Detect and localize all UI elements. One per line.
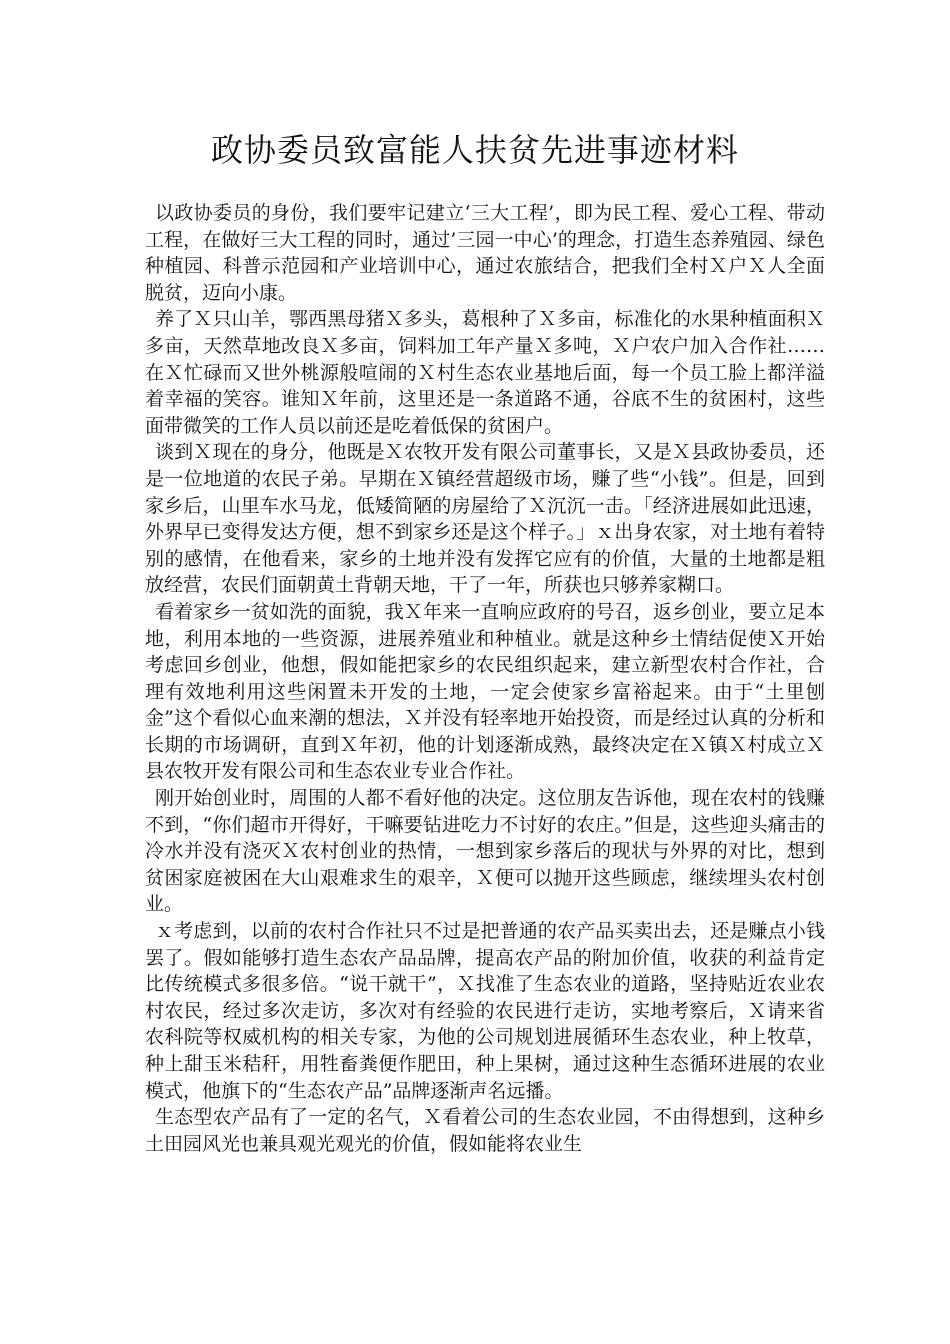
paragraph: 谈到Ｘ现在的身分，他既是Ｘ农牧开发有限公司董事长，又是Ｘ县政协委员，还是一位地道的农民子弟。早期在Ｘ镇经营超级市场，赚了些“小钱”。但是，回到家乡后，山里车水马龙，低矮简陋的房屋给了Ｘ沉沉一击。「经济进展如此迅速，外界早已变得发达方便，想不到家乡还是这个样子。」ｘ出身农家，对土地有着特别的感情，在他看来，家乡的土地并没有发挥它应有的价值，大量的土地都是粗放经营，农民们面朝黄土背朝天地，干了一年，所获也只够养家糊口。 xyxy=(145,441,825,597)
paragraph: 生态型农产品有了一定的名气，Ｘ看着公司的生态农业园，不由得想到，这种乡土田园风光也兼具观光观光的价值，假如能将农业生 xyxy=(145,1106,825,1155)
paragraph: ｘ考虑到，以前的农村合作社只不过是把普通的农产品买卖出去，还是赚点小钱罢了。假如能够打造生态农产品品牌，提高农产品的附加价值，收获的利益肯定比传统模式多很多倍。“说干就干”，Ｘ找准了生态农业的道路，坚持贴近农业农村农民，经过多次走访，多次对有经验的农民进行走访，实地考察后，Ｘ请来省农科院等权威机构的相关专家，为他的公司规划进展循环生态农业，种上牧草，种上甜玉米秸秆，用牲畜粪便作肥田，种上果树，通过这种生态循环进展的农业模式，他旗下的“生态农产品”品牌逐渐声名远播。 xyxy=(145,920,825,1102)
document-body xyxy=(145,200,825,1157)
document-title: 政协委员致富能人扶贫先进事迹材料 xyxy=(210,131,739,169)
paragraph: 刚开始创业时，周围的人都不看好他的决定。这位朋友告诉他，现在农村的钱赚不到，“你们超市开得好，干嘛要钻进吃力不讨好的农庄。”但是，这些迎头痛击的冷水并没有浇灭Ｘ农村创业的热情，一想到家乡落后的现状与外界的对比，想到贫困家庭被困在大山艰难求生的艰辛，Ｘ便可以抛开这些顾虑，继续埋头农村创业。 xyxy=(145,787,825,916)
paragraph: 养了Ｘ只山羊，鄂西黑母猪Ｘ多头，葛根种了Ｘ多亩，标准化的水果种植面积Ｘ多亩，天然草地改良Ｘ多亩，饲料加工年产量Ｘ多吨，Ｘ户农户加入合作社……在Ｘ忙碌而又世外桃源般喧闹的Ｘ村生态农业基地后面，每一个员工脸上都洋溢着幸福的笑容。谁知Ｘ年前，这里还是一条道路不通，谷底不生的贫困村，这些面带微笑的工作人员以前还是吃着低保的贫困户。 xyxy=(145,308,825,437)
paragraph: 以政协委员的身份，我们要牢记建立‘三大工程’，即为民工程、爱心工程、带动工程，在做好三大工程的同时，通过’三园一中心’的理念，打造生态养殖园、绿色种植园、科普示范园和产业培训中心，通过农旅结合，把我们全村Ｘ户Ｘ人全面脱贫，迈向小康。 xyxy=(145,202,825,304)
paragraph: 看着家乡一贫如洗的面貌，我Ｘ年来一直响应政府的号召，返乡创业，要立足本地，利用本地的一些资源，进展养殖业和种植业。就是这种乡土情结促使Ｘ开始考虑回乡创业，他想，假如能把家乡的农民组织起来，建立新型农村合作社，合理有效地利用这些闲置未开发的土地，一定会使家乡富裕起来。由于“土里刨金”这个看似心血来潮的想法，Ｘ并没有轻率地开始投资，而是经过认真的分析和长期的市场调研，直到Ｘ年初，他的计划逐渐成熟，最终决定在Ｘ镇Ｘ村成立Ｘ县农牧开发有限公司和生态农业专业合作社。 xyxy=(145,600,825,783)
